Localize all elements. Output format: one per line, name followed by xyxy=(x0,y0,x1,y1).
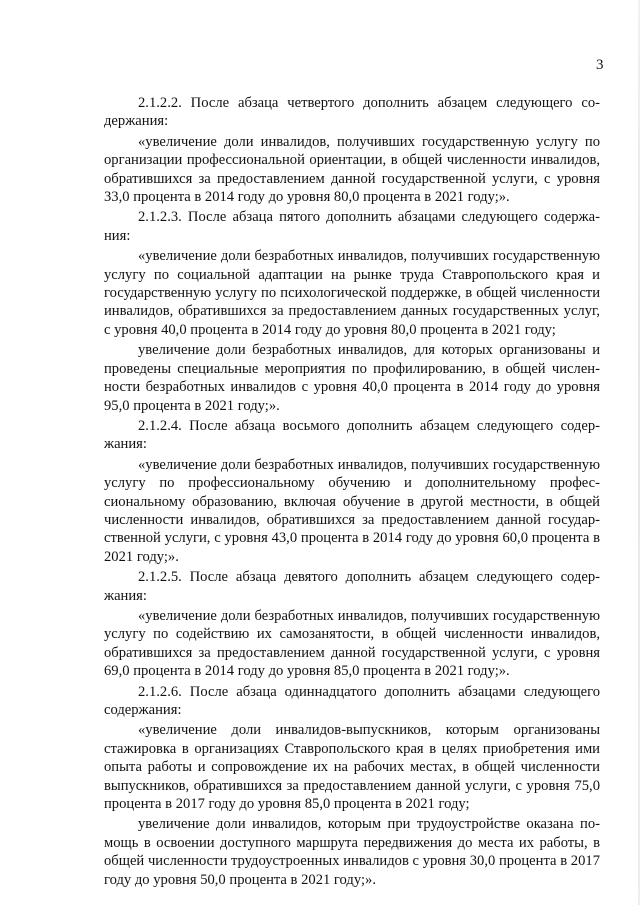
paragraph-2-1-2-2-text: «увеличение доли инвалидов, получивших государственную услугу по организации профессиональной ориентации, в общей численности инвалидов, обратившихся за предоставлением данной государственной услуги, с уровня 33,0 процента в 2014 году до уровня 80,0 процента в 2021 году;». xyxy=(104,133,600,206)
paragraph-2-1-2-4-text: «увеличение доли безработных инвалидов, получивших государственную услугу по профессиональному обучению и дополнительному профессиональному образованию, включая обучение в другой местности, в общей численности инвалидов, обратившихся за предоставлением данной государственной услуги, с уровня 43,0 процента в 2014 году до уровня 60,0 процента в 2021 году;». xyxy=(104,456,600,565)
paragraph-2-1-2-3-text-1: «увеличение доли безработных инвалидов, получивших государственную услугу по социальной адаптации на рынке труда Ставропольского края и государственную услугу по психологической поддержке, в общей численности инвалидов, обратившихся за предоставлением данных государственных услуг, с уровня 40,0 процента в 2014 году до уровня 80,0 процента в 2021 году; xyxy=(104,248,600,338)
paragraph-2-1-2-3-heading: 2.1.2.3. После абзаца пятого дополнить абзацами следующего содержания: xyxy=(104,209,600,244)
paragraph-2-1-2-2-heading: 2.1.2.2. После абзаца четвертого дополнить абзацем следующего содержания: xyxy=(104,95,600,130)
paragraph-2-1-2-5-text: «увеличение доли безработных инвалидов, получивших государственную услугу по содействию их самозанятости, в общей численности инвалидов, обратившихся за предоставлением данной государственной услуги, с уровня 69,0 процента в 2014 году до уровня 85,0 процента в 2021 году;». xyxy=(104,607,600,680)
paragraph-2-1-2-6-text-2: увеличение доли инвалидов, которым при трудоустройстве оказана помощь в освоении доступного маршрута передвижения до места их работы, в общей численности трудоустроенных инвалидов с уровня 30,0 процента в 2017 году до уровня 50,0 процента в 2021 году;». xyxy=(104,816,600,888)
paragraph-2-1-2-3-text-2: увеличение доли безработных инвалидов, для которых организованы и проведены специальные мероприятия по профилированию, в общей численности безработных инвалидов с уровня 40,0 процента в 2014 году до уровня 95,0 процента в 2021 году;». xyxy=(104,342,600,414)
paragraph-2-1-2-6-heading: 2.1.2.6. После абзаца одиннадцатого дополнить абзацами следующего содержания: xyxy=(104,683,600,718)
paragraph-2-1-2-5-heading: 2.1.2.5. После абзаца девятого дополнить абзацем следующего содержания: xyxy=(104,569,600,604)
document-body xyxy=(104,94,600,891)
page-number: 3 xyxy=(596,57,604,73)
paragraph-2-1-2-4-heading: 2.1.2.4. После абзаца восьмого дополнить абзацем следующего содержания: xyxy=(104,417,600,453)
paragraph-2-1-2-6-text-1: «увеличение доли инвалидов-выпускников, которым организованы стажировка в организациях Ставропольского края в целях приобретения ими опыта работы и сопровождение их на рабочих местах, в общей численности выпускников, обратившихся за предоставлением данной услуги, с уровня 75,0 процента в 2017 году до уровня 85,0 процента в 2021 году; xyxy=(104,722,600,813)
